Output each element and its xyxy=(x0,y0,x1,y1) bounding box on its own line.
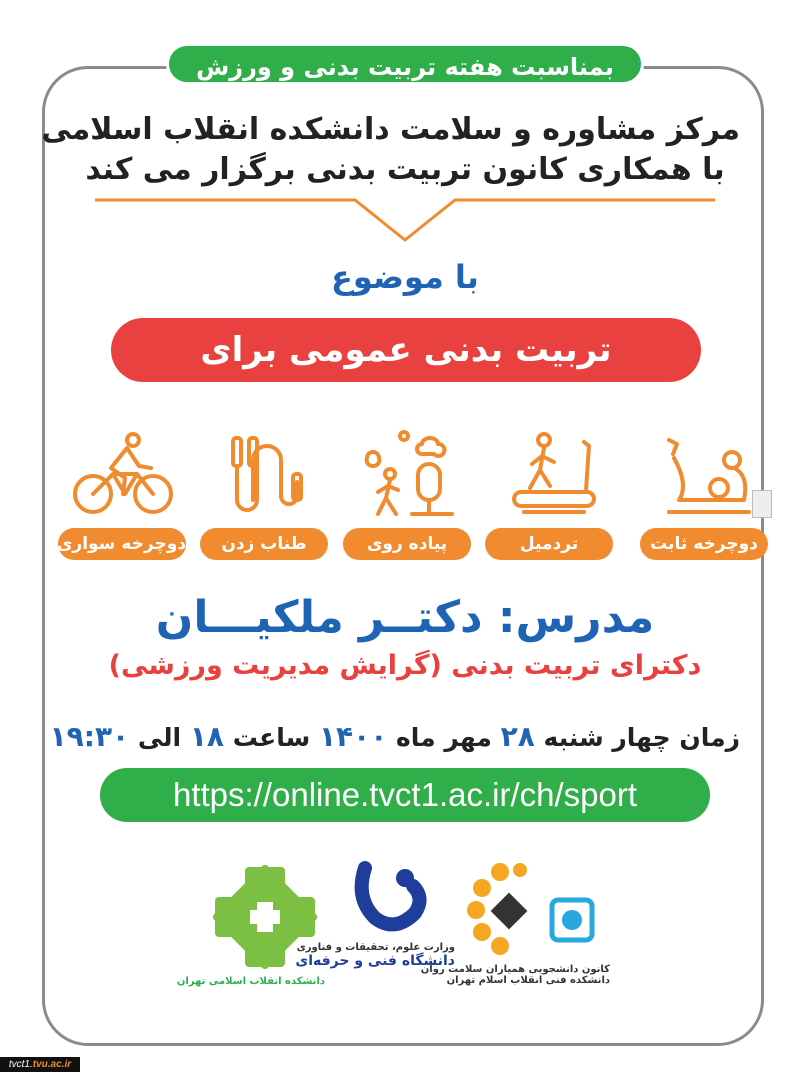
activity-jump-rope xyxy=(200,430,328,560)
cycling-icon xyxy=(67,430,177,520)
schedule-day: ۲۸ xyxy=(500,720,535,753)
walking-icon xyxy=(352,430,462,520)
schedule-until: الی xyxy=(137,723,182,752)
schedule-end: ۱۹:۳۰ xyxy=(49,720,130,753)
mental-health-caption-1: کانون دانشجویی همیاران سلامت روان xyxy=(420,964,610,975)
schedule-line xyxy=(49,720,740,753)
schedule-year: ۱۴۰۰ xyxy=(318,720,388,753)
faculty-caption: دانشکده انقلاب اسلامی تهران xyxy=(176,976,325,987)
lecturer-degree: دکترای تربیت بدنی (گرایش مدیریت ورزشی) xyxy=(108,650,702,681)
footer-site-b: tvu.ac.ir xyxy=(32,1059,72,1070)
schedule-prefix: زمان چهار شنبه xyxy=(543,723,740,752)
activity-label: دوچرخه سواری xyxy=(58,528,186,560)
activity-walking xyxy=(343,430,471,560)
schedule-hour-word: ساعت xyxy=(232,723,311,752)
activity-stationary-bike xyxy=(640,430,768,560)
organizer-line-2: با همکاری کانون تربیت بدنی برگزار می کند xyxy=(85,152,725,187)
mental-health-logo xyxy=(420,860,610,986)
session-link[interactable]: https://online.tvct1.ac.ir/ch/sport xyxy=(100,768,710,822)
tvu-caption-ministry: وزارت علوم، تحقیقات و فناوری xyxy=(296,942,455,953)
schedule-start: ۱۸ xyxy=(189,720,224,753)
topic-label: با موضوع xyxy=(331,258,479,296)
activity-treadmill xyxy=(485,430,613,560)
footer-site-a: tvct1. xyxy=(8,1059,33,1070)
treadmill-icon xyxy=(494,430,604,520)
tvu-logo xyxy=(295,858,455,969)
stationary-bike-icon xyxy=(649,430,759,520)
divider-chevron xyxy=(95,190,715,250)
occasion-banner: بمناسبت هفته تربیت بدنی و ورزش xyxy=(166,43,644,85)
activity-label: تردمیل xyxy=(485,528,613,560)
footer-site xyxy=(0,1057,80,1072)
activity-cycling xyxy=(58,430,186,560)
organizer-line-1: مرکز مشاوره و سلامت دانشکده انقلاب اسلامی xyxy=(41,112,740,147)
activity-label: طناب زدن xyxy=(200,528,328,560)
lecturer-name: مدرس: دکتــر ملکیـــان xyxy=(155,592,655,643)
tvu-caption-university: دانشگاه فنی و حرفه‌ای xyxy=(295,953,455,969)
topic-title: تربیت بدنی عمومی برای دانشجویان xyxy=(111,318,701,382)
mental-health-emblem-icon xyxy=(460,860,610,960)
tvu-emblem-icon xyxy=(335,858,455,938)
side-tag xyxy=(752,490,772,518)
activity-label: پیاده روی xyxy=(343,528,471,560)
activity-label: دوچرخه ثابت xyxy=(640,528,768,560)
jump-rope-icon xyxy=(209,430,319,520)
schedule-month: مهر ماه xyxy=(396,723,492,752)
mental-health-caption-2: دانشکده فنی انقلاب اسلام تهران xyxy=(446,975,610,986)
